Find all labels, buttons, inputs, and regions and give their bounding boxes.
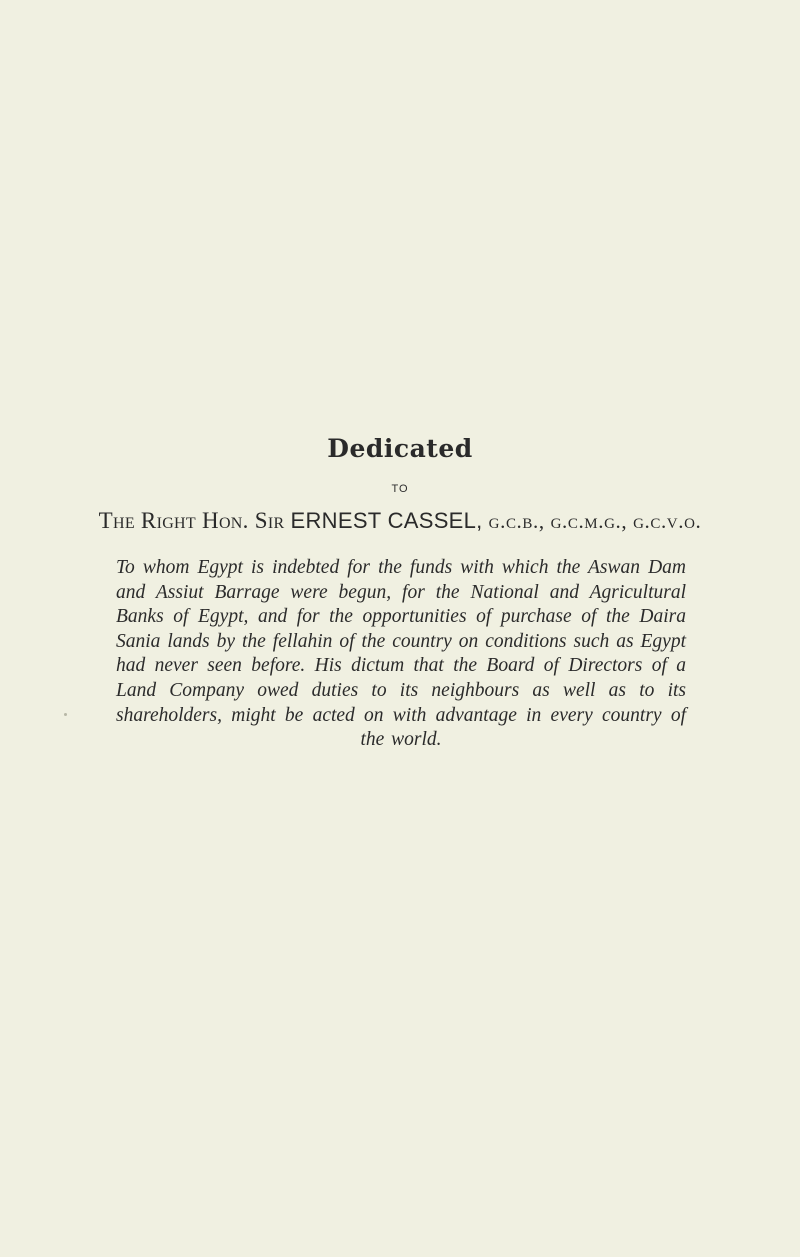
dedicatee-honours: g.c.b., g.c.m.g., g.c.v.o.: [488, 509, 702, 533]
dedication-heading: Dedicated: [327, 434, 473, 463]
dedication-body: To whom Egypt is indebted for the funds with which the Aswan Dam and Assiut Barrage were begun, for the National and Agricultural Banks of Egypt, and for the opportunities of purchase of the Daira Sania lands by the fellahin of the country on conditions such as Egypt had never seen before. His dictum that the Board of Directors of a Land Company owed duties to its neighbours as well as to its shareholders, might be acted on with advantage in every country of the world.: [116, 557, 686, 751]
dedicatee-prefix: The Right Hon. Sir: [98, 508, 285, 533]
paper-speck: [64, 713, 67, 716]
dedicatee-line: [0, 508, 800, 534]
dedicatee-name: ERNEST CASSEL,: [290, 508, 483, 533]
dedication-to: TO: [391, 483, 409, 495]
